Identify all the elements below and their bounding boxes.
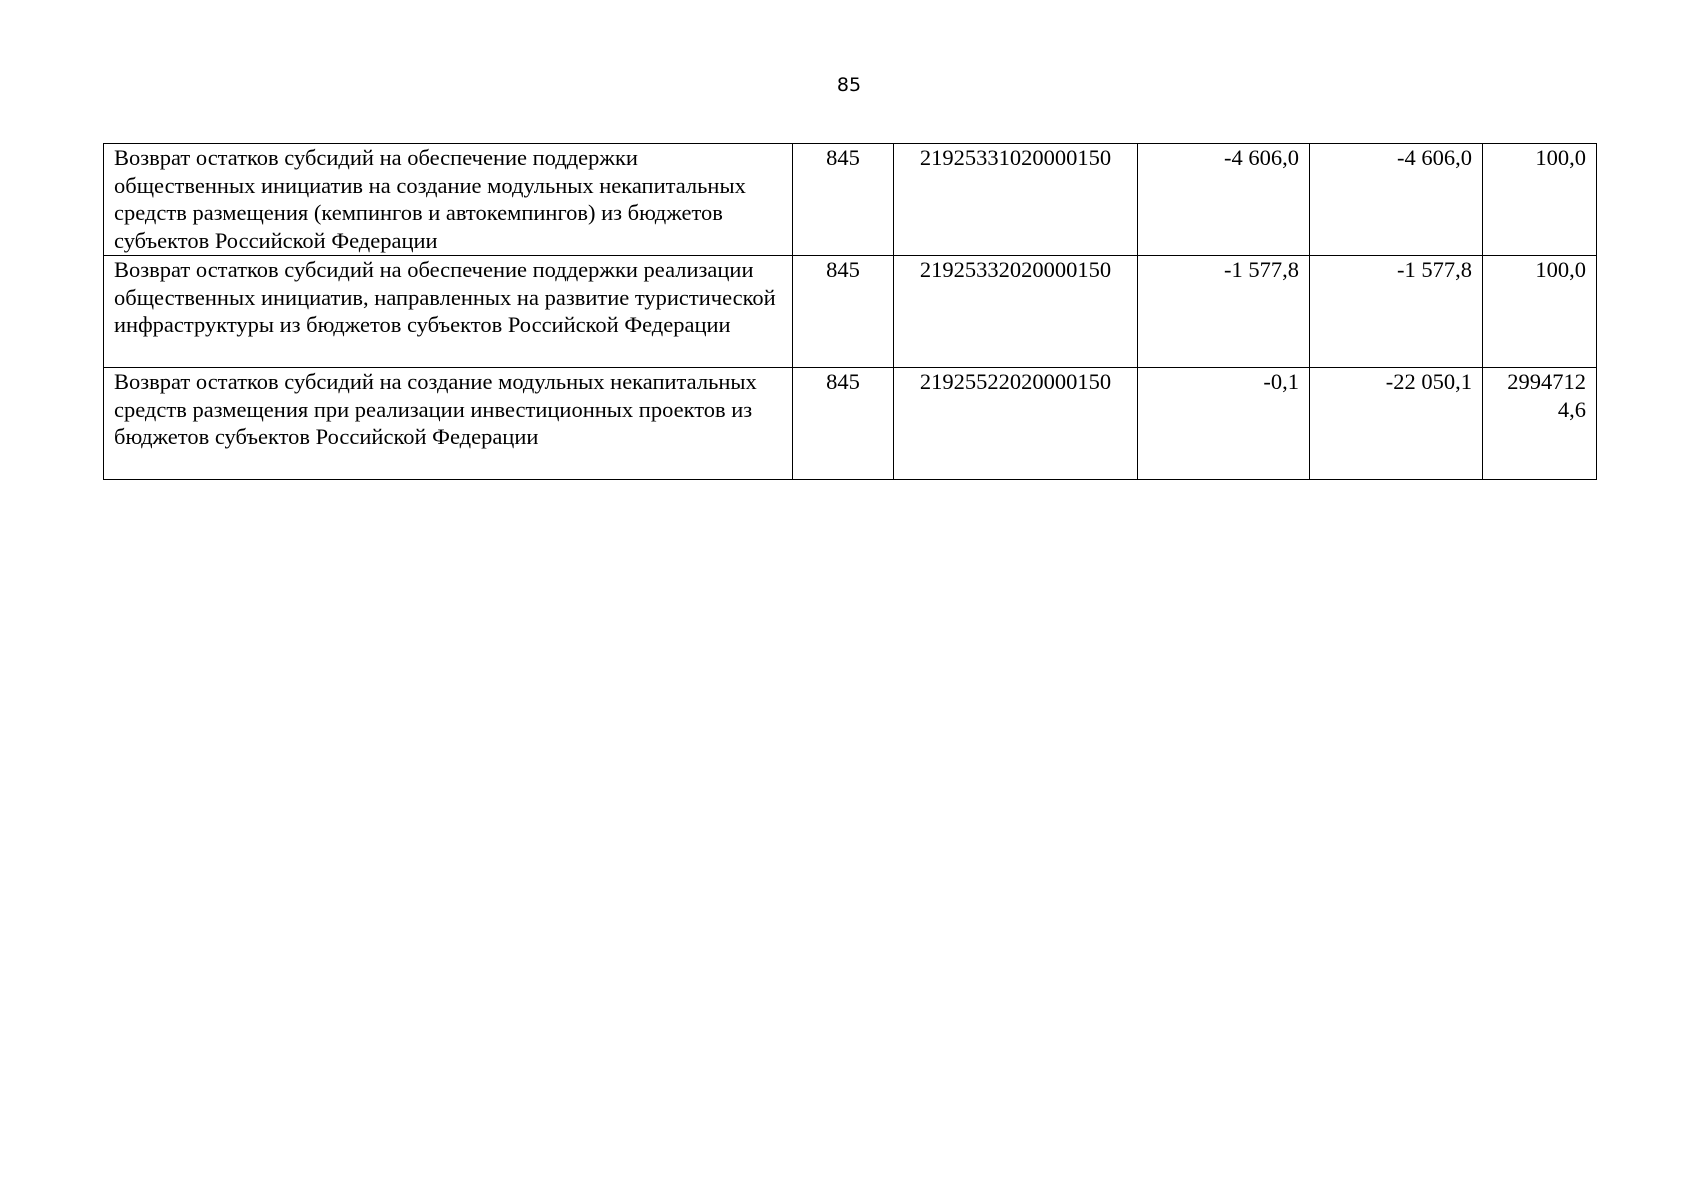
row-name: Возврат остатков субсидий на обеспечение поддержки общественных инициатив на создание модульных некапитальных средств размещения (кемпингов и автокемпингов) из бюджетов субъектов Российской Федерации [104, 144, 793, 256]
row-approved: -4 606,0 [1138, 144, 1310, 256]
row-executed: -1 577,8 [1310, 256, 1483, 368]
row-budget-code: 21925331020000150 [894, 144, 1138, 256]
page-number: 85 [836, 74, 862, 96]
table-row [104, 144, 1597, 256]
row-approved: -1 577,8 [1138, 256, 1310, 368]
table-row [104, 368, 1597, 480]
row-percent: 100,0 [1483, 144, 1597, 256]
row-budget-code: 21925522020000150 [894, 368, 1138, 480]
row-admin-code: 845 [793, 368, 894, 480]
table-row [104, 256, 1597, 368]
row-name: Возврат остатков субсидий на создание модульных некапитальных средств размещения при реализации инвестиционных проектов из бюджетов субъектов Российской Федерации [104, 368, 793, 480]
budget-table [103, 143, 1597, 480]
row-percent: 29947124,6 [1483, 368, 1597, 480]
row-admin-code: 845 [793, 144, 894, 256]
row-name: Возврат остатков субсидий на обеспечение поддержки реализации общественных инициатив, направленных на развитие туристической инфраструктуры из бюджетов субъектов Российской Федерации [104, 256, 793, 368]
row-admin-code: 845 [793, 256, 894, 368]
row-executed: -22 050,1 [1310, 368, 1483, 480]
row-executed: -4 606,0 [1310, 144, 1483, 256]
row-percent: 100,0 [1483, 256, 1597, 368]
row-approved: -0,1 [1138, 368, 1310, 480]
row-budget-code: 21925332020000150 [894, 256, 1138, 368]
